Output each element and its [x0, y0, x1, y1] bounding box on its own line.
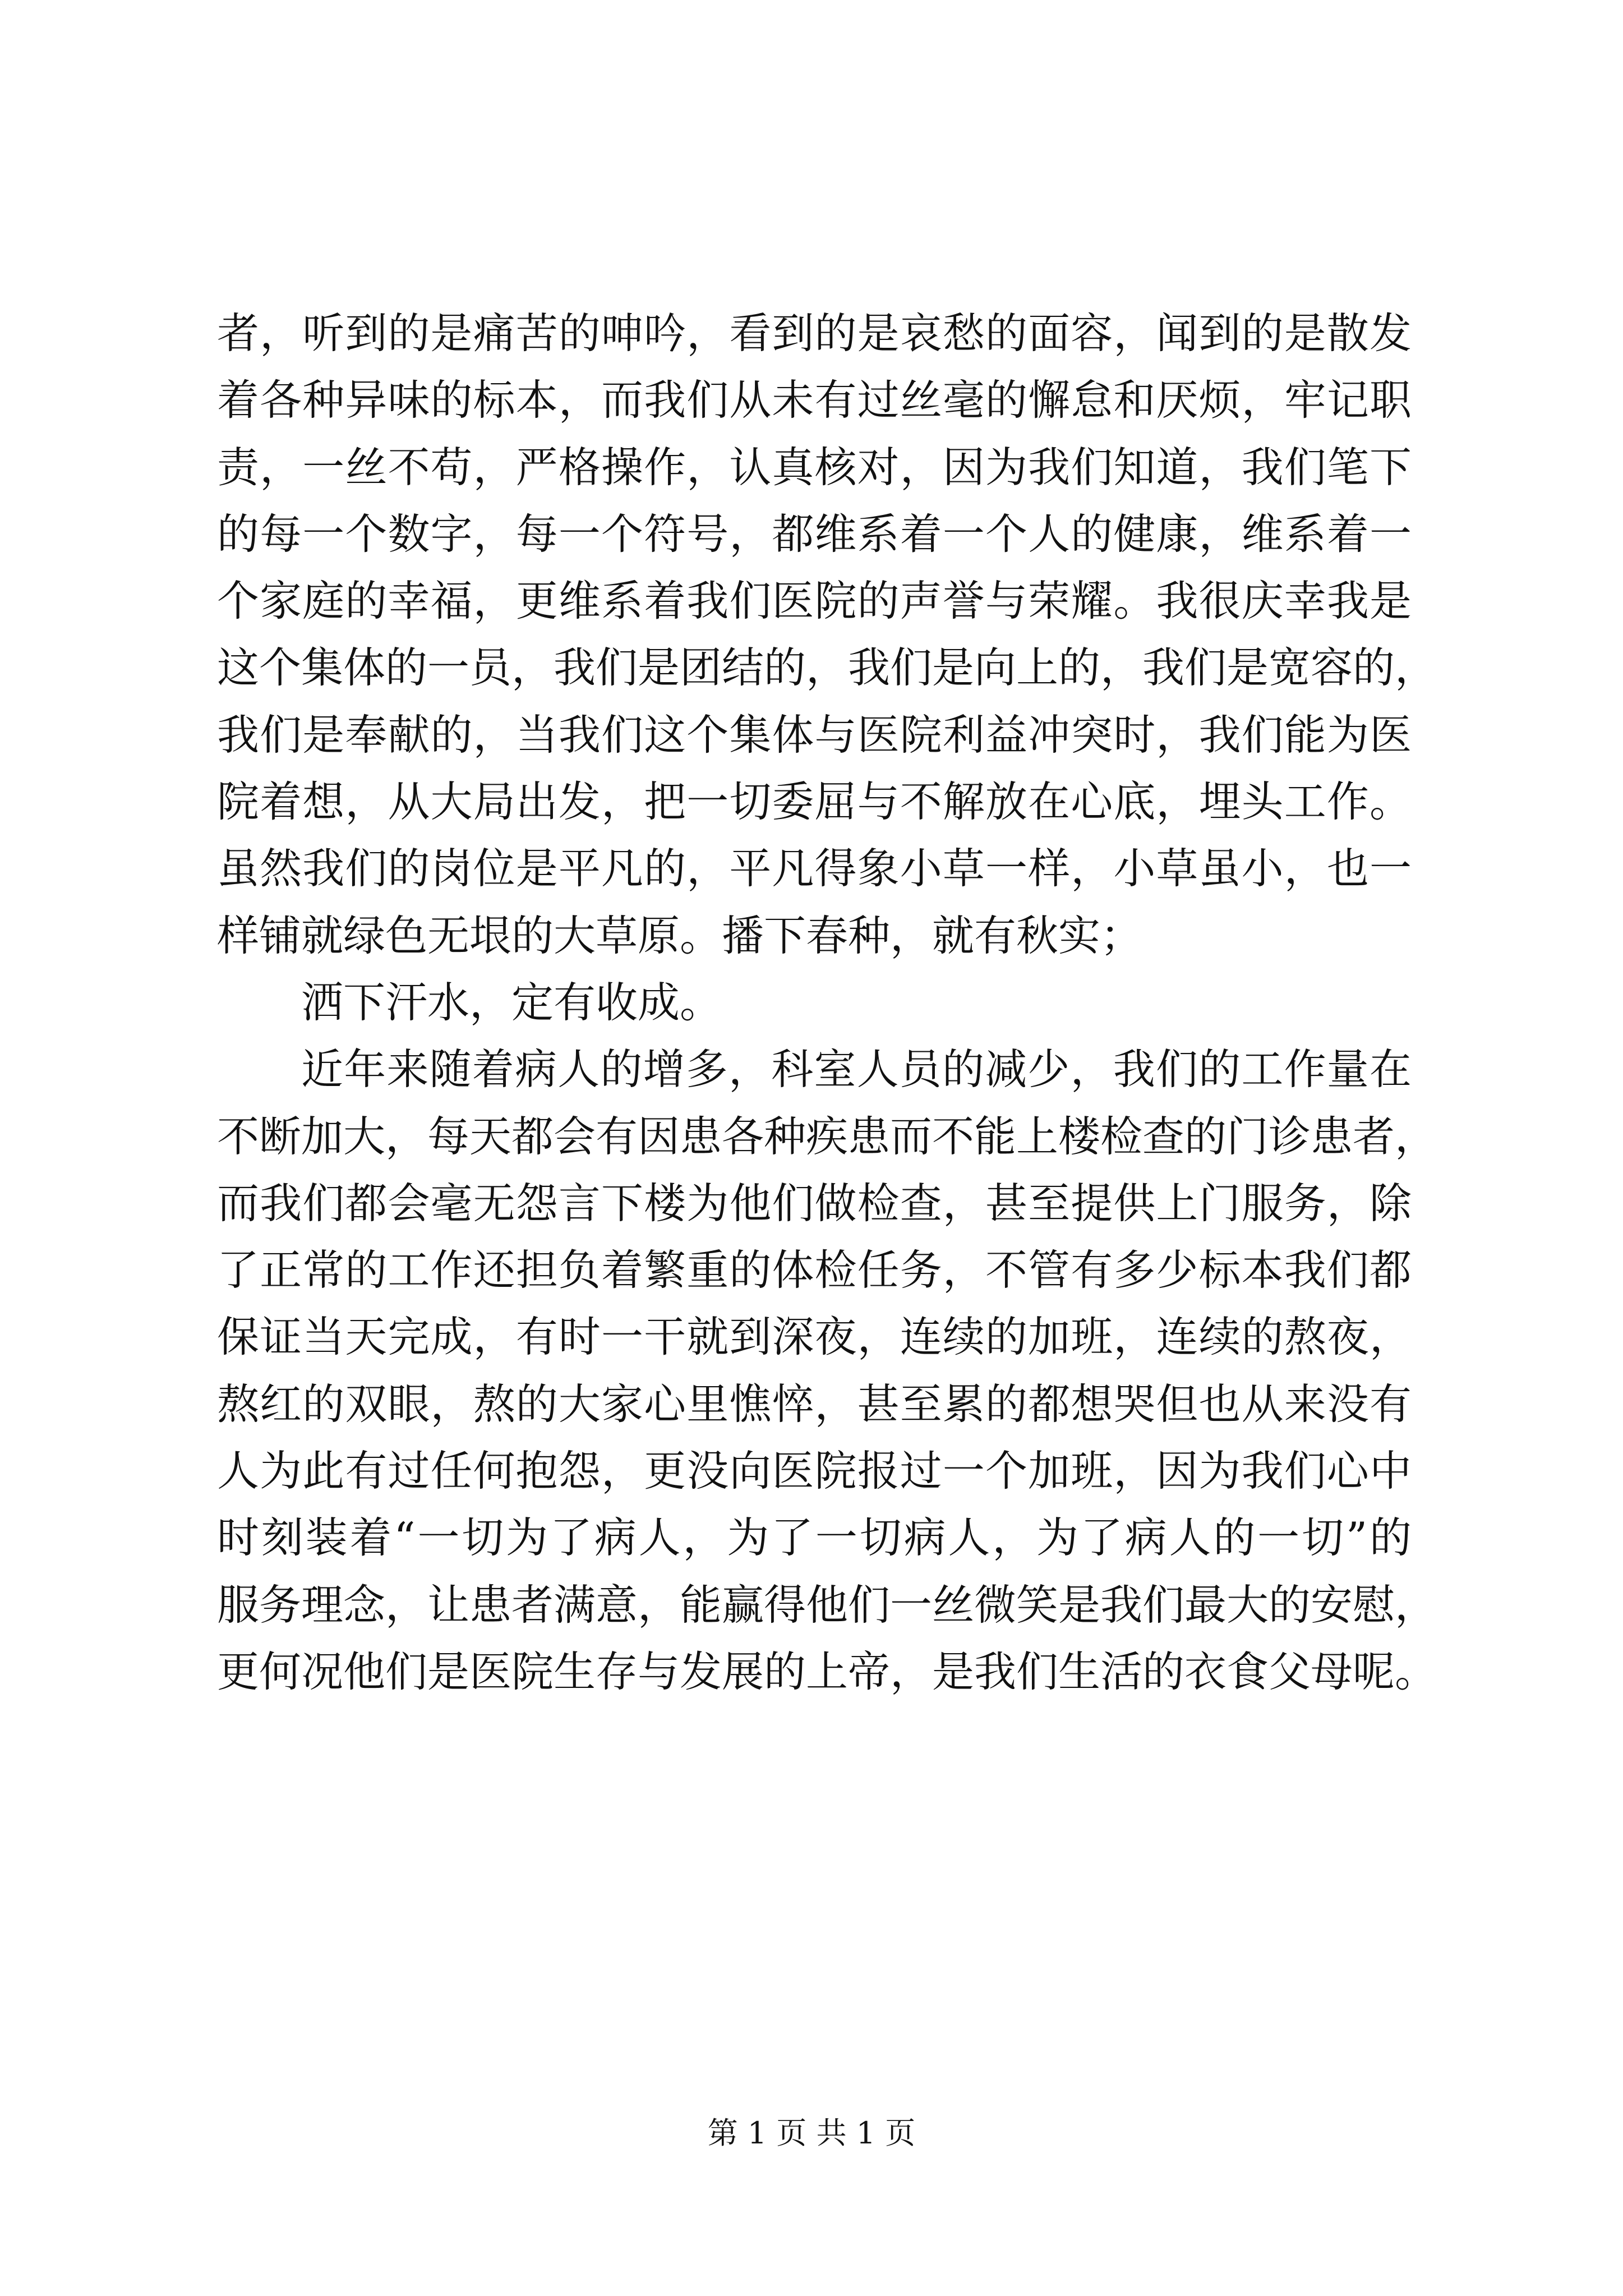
text-line: 个家庭的幸福，更维系着我们医院的声誉与荣耀。我很庆幸我是 [217, 576, 1412, 626]
text-line: 熬红的双眼，熬的大家心里憔悴，甚至累的都想哭但也从来没有 [217, 1379, 1412, 1429]
text-line: 而我们都会毫无怨言下楼为他们做检查，甚至提供上门服务，除 [217, 1178, 1412, 1228]
text-line: 责，一丝不苟，严格操作，认真核对，因为我们知道，我们笔下 [217, 442, 1412, 492]
text-line: 保证当天完成，有时一干就到深夜，连续的加班，连续的熬夜， [217, 1312, 1412, 1362]
text-line: 时刻装着“一切为了病人，为了一切病人，为了病人的一切”的 [217, 1513, 1412, 1563]
text-line: 人为此有过任何抱怨，更没向医院报过一个加班，因为我们心中 [217, 1446, 1412, 1496]
text-line: 院着想，从大局出发，把一切委屈与不解放在心底，埋头工作。 [217, 777, 1412, 827]
text-line: 洒下汗水，定有收成。 [301, 977, 722, 1027]
text-line: 服务理念，让患者满意，能赢得他们一丝微笑是我们最大的安慰， [217, 1580, 1437, 1630]
text-line: 虽然我们的岗位是平凡的，平凡得象小草一样，小草虽小，也一 [217, 844, 1412, 894]
text-line: 者，听到的是痛苦的呻吟，看到的是哀愁的面容，闻到的是散发 [217, 309, 1412, 358]
text-line: 了正常的工作还担负着繁重的体检任务，不管有多少标本我们都 [217, 1245, 1412, 1295]
text-line: 更何况他们是医院生存与发展的上帝，是我们生活的衣食父母呢。 [217, 1646, 1437, 1696]
text-line: 这个集体的一员，我们是团结的，我们是向上的，我们是宽容的， [217, 643, 1437, 693]
text-line: 近年来随着病人的增多，科室人员的减少，我们的工作量在 [301, 1045, 1412, 1094]
text-line: 着各种异味的标本，而我们从未有过丝毫的懈怠和厌烦，牢记职 [217, 375, 1412, 425]
text-line: 样铺就绿色无垠的大草原。播下春种，就有秋实； [217, 910, 1143, 960]
body-text [217, 300, 1437, 1705]
text-line: 的每一个数字，每一个符号，都维系着一个人的健康，维系着一 [217, 509, 1412, 559]
page-footer: 第 1 页 共 1 页 [707, 2115, 916, 2151]
text-line: 我们是奉献的，当我们这个集体与医院利益冲突时，我们能为医 [217, 710, 1412, 760]
text-line: 不断加大，每天都会有因患各种疾患而不能上楼检查的门诊患者， [217, 1111, 1437, 1161]
